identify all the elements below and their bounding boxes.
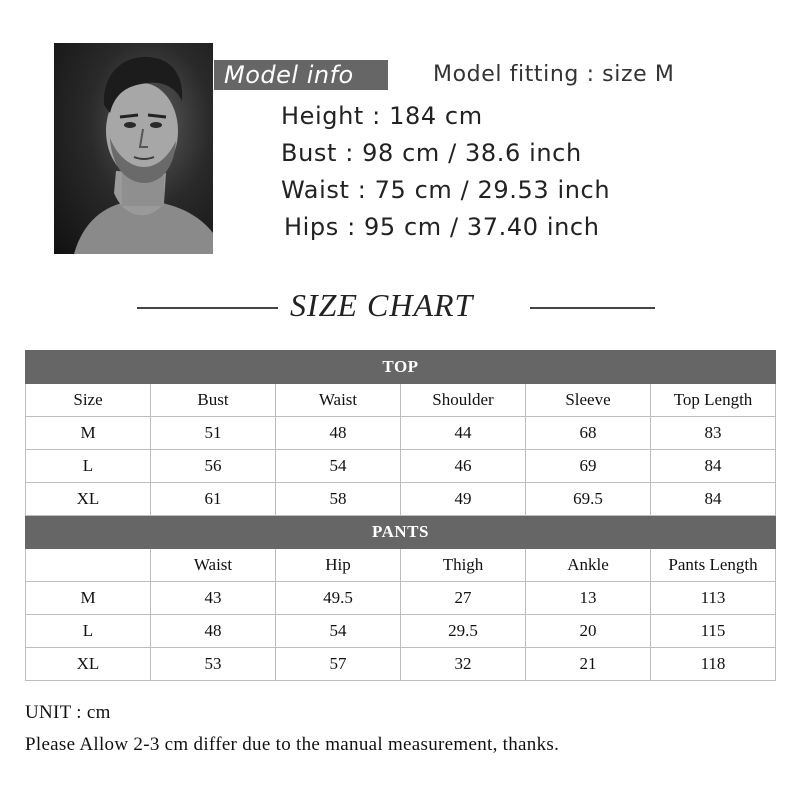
unit-note: UNIT : cm xyxy=(25,702,111,723)
header-cell: Shoulder xyxy=(401,384,526,417)
header-cell: Thigh xyxy=(401,549,526,582)
header-cell: Size xyxy=(26,384,151,417)
model-bust: Bust : 98 cm / 38.6 inch xyxy=(281,139,582,167)
table-cell: 32 xyxy=(401,648,526,681)
table-cell: 44 xyxy=(401,417,526,450)
header-cell xyxy=(26,549,151,582)
table-row xyxy=(26,648,776,681)
table-cell: M xyxy=(26,417,151,450)
header-cell: Waist xyxy=(151,549,276,582)
table-cell: 54 xyxy=(276,450,401,483)
table-row xyxy=(26,615,776,648)
size-table xyxy=(25,350,776,681)
model-info-tag: Model info xyxy=(214,60,388,90)
model-waist: Waist : 75 cm / 29.53 inch xyxy=(281,176,611,204)
top-section-row xyxy=(26,351,776,384)
pants-section-label: PANTS xyxy=(26,516,776,549)
table-cell: L xyxy=(26,615,151,648)
table-row xyxy=(26,582,776,615)
pants-header-row xyxy=(26,549,776,582)
table-cell: 46 xyxy=(401,450,526,483)
header-cell: Ankle xyxy=(526,549,651,582)
table-cell: 69.5 xyxy=(526,483,651,516)
heading-rule-right xyxy=(530,307,655,309)
model-height: Height : 184 cm xyxy=(281,102,483,130)
table-cell: 68 xyxy=(526,417,651,450)
table-cell: 49.5 xyxy=(276,582,401,615)
table-cell: 84 xyxy=(651,483,776,516)
table-cell: 48 xyxy=(151,615,276,648)
table-row xyxy=(26,483,776,516)
table-cell: 20 xyxy=(526,615,651,648)
table-cell: 57 xyxy=(276,648,401,681)
heading-rule-left xyxy=(137,307,278,309)
table-cell: XL xyxy=(26,483,151,516)
table-cell: 13 xyxy=(526,582,651,615)
model-photo xyxy=(54,43,213,254)
header-cell: Pants Length xyxy=(651,549,776,582)
table-cell: 56 xyxy=(151,450,276,483)
table-cell: 61 xyxy=(151,483,276,516)
table-cell: 113 xyxy=(651,582,776,615)
table-cell: 54 xyxy=(276,615,401,648)
table-cell: 115 xyxy=(651,615,776,648)
table-cell: 51 xyxy=(151,417,276,450)
table-cell: 83 xyxy=(651,417,776,450)
table-cell: XL xyxy=(26,648,151,681)
model-fitting-text: Model fitting : size M xyxy=(433,62,675,87)
table-row xyxy=(26,450,776,483)
table-cell: 118 xyxy=(651,648,776,681)
header-cell: Waist xyxy=(276,384,401,417)
table-cell: 27 xyxy=(401,582,526,615)
table-row xyxy=(26,417,776,450)
header-cell: Hip xyxy=(276,549,401,582)
table-cell: 43 xyxy=(151,582,276,615)
size-chart-title: SIZE CHART xyxy=(290,287,474,323)
table-cell: 21 xyxy=(526,648,651,681)
header-cell: Sleeve xyxy=(526,384,651,417)
header-cell: Top Length xyxy=(651,384,776,417)
table-cell: 53 xyxy=(151,648,276,681)
table-cell: 49 xyxy=(401,483,526,516)
table-cell: 58 xyxy=(276,483,401,516)
table-cell: 29.5 xyxy=(401,615,526,648)
table-cell: 84 xyxy=(651,450,776,483)
top-section-label: TOP xyxy=(26,351,776,384)
table-cell: M xyxy=(26,582,151,615)
model-hips: Hips : 95 cm / 37.40 inch xyxy=(284,213,600,241)
pants-section-row xyxy=(26,516,776,549)
table-cell: L xyxy=(26,450,151,483)
table-cell: 69 xyxy=(526,450,651,483)
table-cell: 48 xyxy=(276,417,401,450)
header-cell: Bust xyxy=(151,384,276,417)
allowance-note: Please Allow 2-3 cm differ due to the manual measurement, thanks. xyxy=(25,734,560,755)
top-header-row xyxy=(26,384,776,417)
